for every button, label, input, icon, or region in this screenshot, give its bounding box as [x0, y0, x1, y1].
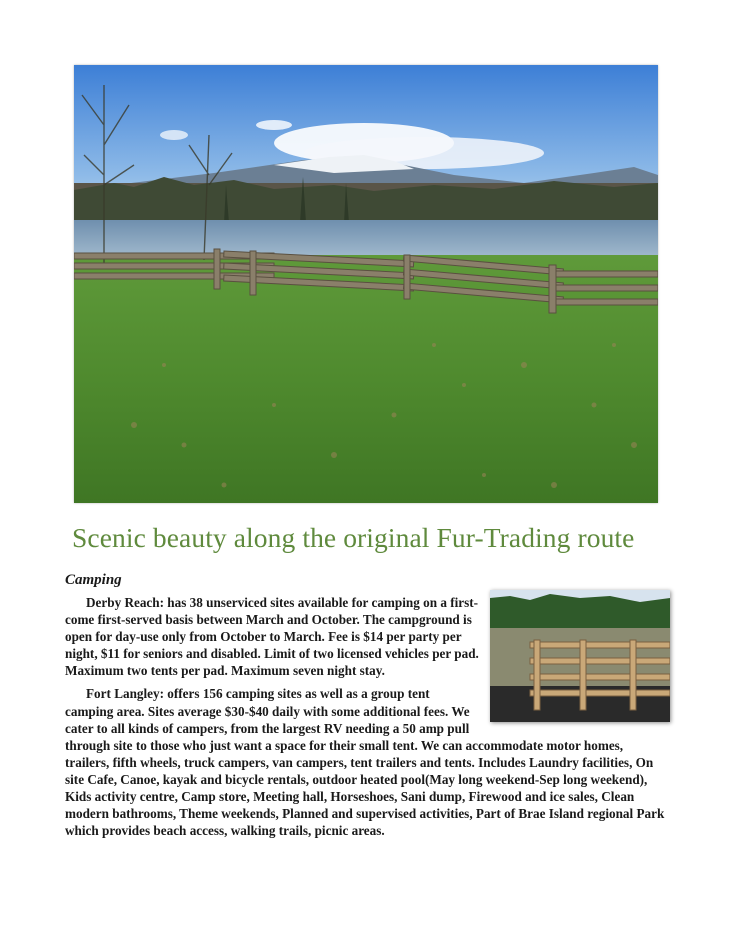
- paragraph-derby-reach: Derby Reach: has 38 unserviced sites available for camping on a first-come first-served basis between March and October. The campground is open for day-use only from October to March. Fee is $14 per party per night, $11 for seniors and disabled. Limit of two licensed vehicles per pad. Maximum two tents per pad. Maximum seven night stay.: [65, 595, 479, 679]
- paragraph-fort-langley: Fort Langley: offers 156 camping sites as well as a group tent camping area. Sites average $30-$40 daily with some additional fees. We cater to all kinds of campers, from the largest RV needing a 50 amp pull through site to those who just want a space for their small tent. We can accommodate motor homes, trailers, fifth wheels, truck campers, van campers, tent trailers and tents. Includes Laundry facilities, On site Cafe, Canoe, kayak and bicycle rentals, outdoor heated pool(May long weekend-Sep long weekend), Kids activity centre, Camp store, Meeting hall, Horseshoes, Sani dump, Firewood and ice sales, Clean modern bathrooms, Theme weekends, Planned and supervised activities, Part of Brae Island regional Park which provides beach access, walking trails, picnic areas.: [65, 686, 665, 839]
- camping-body: [65, 594, 670, 845]
- inset-photo: [490, 590, 670, 722]
- hero-photo: [74, 65, 658, 503]
- section-heading-camping: Camping: [65, 572, 122, 588]
- page-headline: Scenic beauty along the original Fur-Trading route: [72, 522, 635, 553]
